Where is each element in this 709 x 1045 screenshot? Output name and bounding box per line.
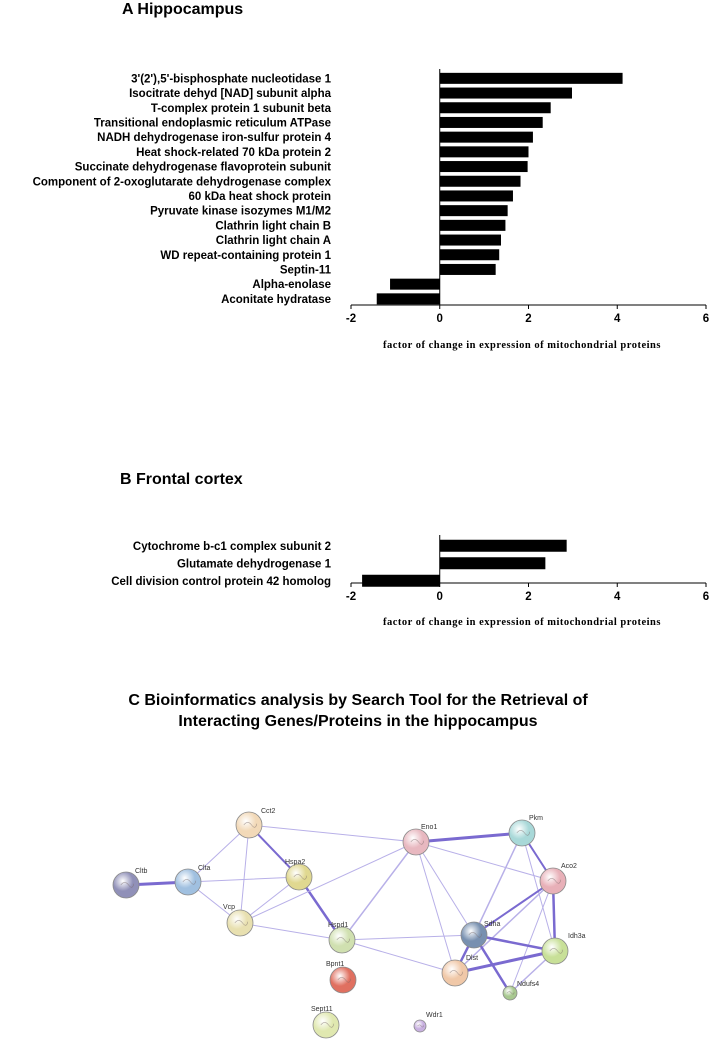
bar-a-15 [377,293,440,304]
network-title-line2: Interacting Genes/Proteins in the hippocampus [178,713,538,730]
x-tick-label-b-1: 0 [436,591,443,603]
node-label-hspa2: Hspa2 [285,859,306,866]
bar-b-2 [362,575,440,587]
node-label-bpnt1: Bpnt1 [326,961,345,968]
node-label-sept11: Sept11 [311,1006,333,1013]
chart-b-xlabel: factor of change in expression of mitochondrial proteins [383,617,661,628]
node-label-sdha: Sdha [484,921,501,928]
node-vcp [227,910,253,936]
chart-a-title: A Hippocampus [122,1,244,18]
node-dlst [442,960,468,986]
category-label-a-12: WD repeat-containing protein 1 [160,249,331,262]
node-label-eno1: Eno1 [421,824,438,831]
node-label-aco2: Aco2 [561,863,577,870]
category-label-a-7: Component of 2-oxoglutarate dehydrogenase complex [32,176,331,189]
category-label-b-2: Cell division control protein 42 homolog [111,575,331,588]
edge-hspd1-eno1 [342,842,416,940]
node-aco2 [540,868,566,894]
node-label-idh3a: Idh3a [568,933,586,940]
node-hspa2 [286,864,312,890]
bar-a-8 [440,190,513,201]
edge-hspd1-dlst [342,940,455,973]
node-label-ndufs4: Ndufs4 [517,981,540,988]
edge-vcp-eno1 [240,842,416,923]
bar-a-12 [440,249,499,260]
bar-a-11 [440,235,501,246]
bar-a-4 [440,132,533,143]
bar-a-9 [440,205,508,216]
node-bpnt1 [330,967,356,993]
category-label-a-14: Alpha-enolase [252,279,331,292]
category-label-a-5: Heat shock-related 70 kDa protein 2 [136,146,331,159]
node-idh3a [542,938,568,964]
node-label-cltb: Cltb [135,868,148,875]
bar-a-1 [440,88,572,99]
bar-b-1 [440,557,546,569]
node-label-cct2: Cct2 [261,808,276,815]
string-network [113,692,588,1038]
node-label-vcp: Vcp [223,904,236,911]
network-title-line1: C Bioinformatics analysis by Search Tool for the Retrieval of [128,692,588,709]
edge-aco2-ndufs4 [510,881,553,993]
node-cltb [113,872,139,898]
edge-hspd1-sdha [342,935,474,940]
node-cct2 [236,812,262,838]
category-label-b-0: Cytochrome b-c1 complex subunit 2 [132,540,331,553]
node-sept11 [313,1012,339,1038]
x-tick-label-a-2: 2 [525,313,532,325]
x-tick-label-b-2: 2 [525,591,532,603]
bar-a-13 [440,264,496,275]
bar-a-7 [440,176,521,187]
bar-a-14 [390,279,440,290]
category-label-b-1: Glutamate dehydrogenase 1 [176,558,331,571]
category-label-a-15: Aconitate hydratase [221,293,331,306]
chart-a-xlabel: factor of change in expression of mitochondrial proteins [383,340,661,351]
node-label-wdr1: Wdr1 [426,1012,443,1019]
x-tick-label-a-0: -2 [345,313,357,325]
category-label-a-4: NADH dehydrogenase iron-sulfur protein 4 [97,132,331,145]
bar-a-0 [440,73,623,84]
node-hspd1 [329,927,355,953]
node-clta [175,869,201,895]
edge-eno1-dlst [416,842,455,973]
category-label-a-13: Septin-11 [279,264,331,277]
x-tick-label-a-1: 0 [436,313,443,325]
x-tick-label-b-4: 6 [702,591,709,603]
category-label-a-11: Clathrin light chain A [215,235,331,248]
bar-a-10 [440,220,506,231]
node-eno1 [403,829,429,855]
bar-a-2 [440,102,551,113]
node-ndufs4 [503,986,517,1000]
node-label-dlst: Dlst [466,955,479,962]
category-label-a-2: T-complex protein 1 subunit beta [150,102,331,115]
node-pkm [509,820,535,846]
x-tick-label-b-3: 4 [614,591,621,603]
category-label-a-10: Clathrin light chain B [215,220,331,233]
frontal-cortex-bar-chart [111,471,709,628]
node-wdr1 [414,1020,426,1032]
edge-cct2-vcp [240,825,249,923]
bar-a-3 [440,117,543,128]
x-tick-label-a-3: 4 [614,313,621,325]
edge-eno1-pkm [416,833,522,842]
hippocampus-bar-chart [33,1,709,351]
category-label-a-3: Transitional endoplasmic reticulum ATPase [93,117,331,130]
chart-b-title: B Frontal cortex [120,471,243,488]
category-label-a-0: 3'(2'),5'-bisphosphate nucleotidase 1 [131,73,331,86]
bar-a-5 [440,146,529,157]
node-label-clta: Clta [198,865,211,872]
edge-vcp-hspd1 [240,923,342,940]
x-tick-label-a-4: 6 [702,313,709,325]
edge-cct2-eno1 [249,825,416,842]
x-tick-label-b-0: -2 [345,591,357,603]
category-label-a-8: 60 kDa heat shock protein [188,190,331,203]
node-label-pkm: Pkm [529,815,543,822]
bar-a-6 [440,161,528,172]
category-label-a-6: Succinate dehydrogenase flavoprotein subunit [74,161,331,174]
node-label-hspd1: Hspd1 [328,922,349,929]
category-label-a-9: Pyruvate kinase isozymes M1/M2 [150,205,331,218]
bar-b-0 [440,540,567,552]
category-label-a-1: Isocitrate dehyd [NAD] subunit alpha [129,88,331,101]
